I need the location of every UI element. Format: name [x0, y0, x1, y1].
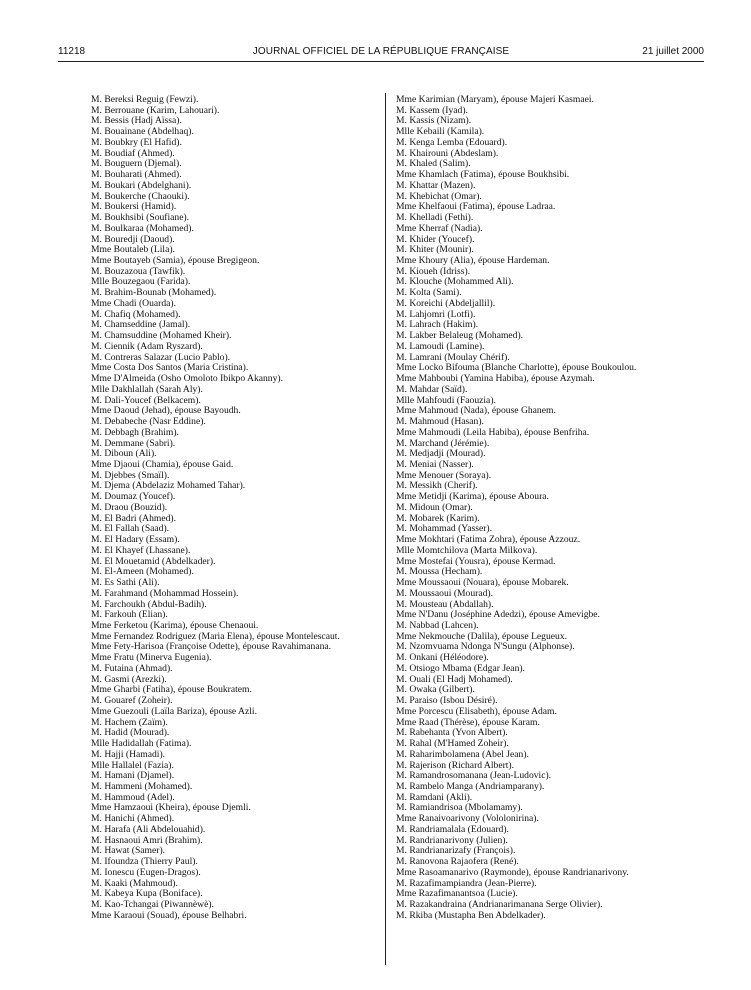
name-entry: M. Boukari (Abdelghani).: [91, 180, 192, 191]
name-entry: M. Khelladi (Fethi).: [396, 213, 474, 224]
name-entry: M. Hasnaoui Amri (Brahim).: [91, 835, 203, 846]
name-entry: Mme Khoury (Alia), épouse Hardeman.: [396, 256, 550, 267]
name-entry: M. Lahjomri (Lotfi).: [396, 309, 476, 320]
name-entry: M. Klouche (Mohammed Ali).: [396, 277, 514, 288]
name-entry: Mlle Hadidallah (Fatima).: [91, 739, 192, 750]
name-entry: M. Dali-Youcef (Belkacem).: [91, 395, 201, 406]
name-entry: M. Mohammad (Yasser).: [396, 524, 493, 535]
name-entry: Mme Karimian (Maryam), épouse Majeri Kasmaei.: [396, 95, 594, 105]
name-entry: M. Es Sathi (Ali).: [91, 578, 160, 589]
name-entry: M. Kabeya Kupa (Boniface).: [91, 889, 203, 900]
name-entry: Mlle Hallalel (Fazia).: [91, 760, 174, 771]
name-entry: M. Meniai (Nasser).: [396, 459, 474, 470]
right-column-list: [396, 95, 708, 922]
name-entry: M. Khiter (Mounir).: [396, 245, 474, 256]
name-entry: M. El Hadary (Essam).: [91, 535, 180, 546]
name-entry: M. Chamsuddine (Mohamed Kheir).: [91, 331, 232, 342]
name-entry: Mme Razafimanantsoa (Lucie).: [396, 889, 518, 900]
name-entry: M. Mousteau (Abdallah).: [396, 599, 494, 610]
name-entry: M. Hadid (Mourad).: [91, 728, 170, 739]
name-entry: M. Bouharati (Ahmed).: [91, 170, 182, 181]
name-entry: M. Khebichat (Omar).: [396, 191, 482, 202]
name-entry: M. Lakber Belaleug (Mohamed).: [396, 331, 524, 342]
name-entry: Mme Locko Bifouma (Blanche Charlotte), épouse Boukoulou.: [396, 363, 637, 374]
name-entry: M. Mahdar (Saïd).: [396, 384, 468, 395]
name-entry: Mme Mostefai (Yousra), épouse Kermad.: [396, 556, 556, 567]
name-entry: M. El Fallah (Saad).: [91, 524, 170, 535]
name-entry: M. Boukhsibi (Soufiane).: [91, 213, 190, 224]
name-entry: Mlle Dakhlallah (Sarah Aly).: [91, 384, 203, 395]
name-entry: M. Hammeni (Mohamed).: [91, 782, 193, 792]
name-entry: Mme Menouer (Soraya).: [396, 470, 492, 481]
name-entry: M. El-Ameen (Mohamed).: [91, 567, 194, 578]
name-entry: M. Bouredji (Daoud).: [91, 234, 175, 245]
name-entry: Mme Fratu (Minerva Eugenia).: [91, 653, 212, 664]
name-entry: M. Randrianarizafy (François).: [396, 846, 516, 857]
name-entry: M. Nabbad (Lahcen).: [396, 620, 479, 631]
name-entry: M. Hajji (Hamadi).: [91, 749, 166, 760]
name-entry: Mlle Kebaili (Kamila).: [396, 127, 485, 138]
name-entry: Mme Mahboubi (Yamina Habiba), épouse Azymah.: [396, 374, 595, 385]
name-entry: M. Kioueh (Idriss).: [396, 266, 471, 277]
name-entry: Mme Rasoamanarivo (Raymonde), épouse Randrianarivony.: [396, 867, 629, 878]
name-entry: Mme Mahmoud (Nada), épouse Ghanem.: [396, 406, 556, 417]
name-entry: M. Bouainane (Abdelhaq).: [91, 127, 194, 138]
name-entry: Mme Kherraf (Nadia).: [396, 223, 483, 234]
name-entry: Mlle Momtchilova (Marta Milkova).: [396, 545, 538, 556]
name-entry: Mme Costa Dos Santos (Maria Cristina).: [91, 363, 249, 374]
name-entry: M. Ranovona Rajaofera (René).: [396, 857, 519, 868]
name-entry: M. Boudiaf (Ahmed).: [91, 148, 175, 159]
name-entry: M. Khattar (Mazen).: [396, 180, 476, 191]
name-entry: M. Kassem (Iyad).: [396, 105, 468, 116]
name-entry: Mme Raad (Thérèse), épouse Karam.: [396, 717, 540, 728]
name-entry: M. Hamani (Djamel).: [91, 771, 175, 782]
name-entry: M. Onkani (Héléodore).: [396, 653, 489, 664]
name-entry: M. Debabeche (Nasr Eddine).: [91, 417, 206, 428]
name-entry: M. Ciennik (Adam Ryszard).: [91, 341, 203, 352]
name-entry: M. Midoun (Omar).: [396, 502, 473, 513]
name-entry: M. Owaka (Gilbert).: [396, 685, 475, 696]
page-number: 11218: [58, 46, 86, 57]
name-entry: M. Ionescu (Eugen-Dragos).: [91, 867, 201, 878]
name-entry: M. Kassis (Nizam).: [396, 116, 472, 127]
name-entry: M. Farahmand (Mohammad Hossein).: [91, 588, 239, 599]
name-entry: M. El Badri (Ahmed).: [91, 513, 176, 524]
name-entry: M. Hanichi (Ahmed).: [91, 814, 175, 825]
name-entry: M. Debbagh (Brahim).: [91, 427, 179, 438]
name-entry: M. Razafimampiandra (Jean-Pierre).: [396, 878, 537, 889]
name-entry: M. Hammoud (Adel).: [91, 792, 175, 803]
name-entry: M. Berrouane (Karim, Lahouari).: [91, 105, 220, 116]
name-entry: M. Djebbes (Smaïl).: [91, 470, 170, 481]
name-entry: M. Farchoukh (Abdul-Badih).: [91, 599, 207, 610]
name-entry: M. Rambelo Manga (Andriamparany).: [396, 782, 545, 792]
name-entry: M. Ramiandrisoa (Mbolamamy).: [396, 803, 523, 814]
name-entry: M. Ramdani (Akli).: [396, 792, 473, 803]
name-entry: M. Randrianarivony (Julien).: [396, 835, 508, 846]
name-entry: M. Harafa (Ali Abdelouahid).: [91, 824, 206, 835]
page-header: [58, 46, 704, 60]
name-entry: Mme Daoud (Jehad), épouse Bayoudh.: [91, 406, 241, 417]
name-entry: M. Kenga Lemba (Edouard).: [396, 137, 508, 148]
name-entry: M. Gasmi (Arezki).: [91, 674, 167, 685]
name-entry: M. Bereksi Reguig (Fewzi).: [91, 95, 199, 105]
name-entry: M. Bessis (Hadj Aïssa).: [91, 116, 182, 127]
name-entry: Mme Fety-Harisoa (Françoise Odette), épouse Ravahimanana.: [91, 642, 332, 653]
name-entry: Mme Djaoui (Chamia), épouse Gaid.: [91, 459, 234, 470]
name-entry: Mme Mokhtari (Fatima Zohra), épouse Azzouz.: [396, 535, 581, 546]
name-entry: M. Diboun (Ali).: [91, 449, 157, 460]
name-entry: M. Draou (Bouzid).: [91, 502, 168, 513]
name-entry: M. Chamseddine (Jamal).: [91, 320, 191, 331]
name-entry: M. Otsiogo Mbama (Edgar Jean).: [396, 663, 525, 674]
name-entry: M. Mahmoud (Hasan).: [396, 417, 484, 428]
name-entry: M. Lamoudi (Lamine).: [396, 341, 485, 352]
name-entry: M. Hawat (Samer).: [91, 846, 166, 857]
name-entry: Mme Porcescu (Elisabeth), épouse Adam.: [396, 706, 557, 717]
name-entry: M. Khairouni (Abdeslam).: [396, 148, 499, 159]
name-entry: M. Doumaz (Youcef).: [91, 492, 176, 503]
header-rule: [58, 61, 704, 62]
name-entry: Mme Fernandez Rodriguez (Maria Elena), épouse Montelescaut.: [91, 631, 340, 642]
name-entry: Mme Hamzaoui (Kheira), épouse Djemli.: [91, 803, 251, 814]
name-entry: M. Futaina (Ahmad).: [91, 663, 173, 674]
name-entry: M. Hachem (Zaïm).: [91, 717, 168, 728]
column-divider: [385, 93, 386, 965]
name-entry: M. Farkouh (Elian).: [91, 610, 168, 621]
name-entry: M. Rajerison (Richard Albert).: [396, 760, 515, 771]
name-entry: Mme Khelfaoui (Fatima), épouse Ladraa.: [396, 202, 556, 213]
name-entry: M. Lahrach (Hakim).: [396, 320, 479, 331]
name-entry: Mme Gharbi (Fatiha), épouse Boukratem.: [91, 685, 252, 696]
publication-date: 21 juillet 2000: [642, 46, 704, 57]
name-entry: M. Boukerche (Chaouki).: [91, 191, 190, 202]
name-entry: Mlle Mahfoudi (Faouzia).: [396, 395, 496, 406]
name-entry: M. Ouali (El Hadj Mohamed).: [396, 674, 513, 685]
name-entry: Mme Mahmoudi (Leila Habiba), épouse Benfriha.: [396, 427, 590, 438]
name-entry: M. Ifoundza (Thierry Paul).: [91, 857, 198, 868]
name-entry: M. Djema (Abdelaziz Mohamed Tahar).: [91, 481, 246, 492]
name-entry: M. Demmane (Sabri).: [91, 438, 176, 449]
name-entry: Mme Ranaivoarivony (Vololonirina).: [396, 814, 539, 825]
name-entry: Mme Boutaleb (Lila).: [91, 245, 175, 256]
name-entry: Mme Guezouli (Laïla Bariza), épouse Azli.: [91, 706, 257, 717]
name-entry: M. Khaled (Salim).: [396, 159, 471, 170]
name-entry: M. Ramandrosomanana (Jean-Ludovic).: [396, 771, 552, 782]
name-entry: M. El Khayef (Lhassane).: [91, 545, 191, 556]
name-entry: M. Gouaref (Zoheir).: [91, 696, 173, 707]
name-entry: Mme Boutayeb (Samia), épouse Bregigeon.: [91, 256, 260, 267]
name-entry: Mme Metidji (Karima), épouse Aboura.: [396, 492, 549, 503]
name-entry: M. Randriamalala (Edouard).: [396, 824, 509, 835]
name-entry: M. Raharimbolamena (Abel Jean).: [396, 749, 529, 760]
name-entry: M. Medjadji (Mourad).: [396, 449, 486, 460]
name-entry: M. Paraiso (Isbou Désiré).: [396, 696, 498, 707]
name-entry: M. Moussaoui (Mourad).: [396, 588, 493, 599]
name-entry: M. Boukersi (Hamid).: [91, 202, 177, 213]
name-entry: M. Rabehanta (Yvon Albert).: [396, 728, 508, 739]
name-entry: M. Chafiq (Mohamed).: [91, 309, 181, 320]
name-entry: Mme Ferketou (Karima), épouse Chenaoui.: [91, 620, 259, 631]
name-entry: M. Boulkaraa (Mohamed).: [91, 223, 194, 234]
name-entry: M. Razakandraina (Andrianarimanana Serge Olivier).: [396, 900, 603, 911]
name-entry: Mlle Bouzegaou (Farida).: [91, 277, 191, 288]
name-entry: M. Bouzazoua (Tawfik).: [91, 266, 186, 277]
name-entry: M. Kao-Tchangai (Piwannèwè).: [91, 900, 214, 911]
name-entry: Mme Moussaoui (Nouara), épouse Mobarek.: [396, 578, 569, 589]
name-entry: M. Moussa (Hecham).: [396, 567, 483, 578]
name-entry: M. Lamrani (Moulay Chérif).: [396, 352, 510, 363]
name-entry: M. Rahal (M'Hamed Zoheir).: [396, 739, 509, 750]
name-entry: M. Mobarek (Karim).: [396, 513, 480, 524]
name-entry: M. Kolta (Sami).: [396, 288, 462, 299]
name-entry: Mme N'Danu (Joséphine Adedzi), épouse Amevigbe.: [396, 610, 600, 621]
name-entry: M. Kaaki (Mahmoud).: [91, 878, 178, 889]
name-entry: M. Brahim-Bounab (Mohamed).: [91, 288, 217, 299]
name-entry: Mme Karaoui (Souad), épouse Belhabri.: [91, 910, 247, 921]
name-entry: Mme D'Almeida (Osho Omoloto Ibikpo Akanny).: [91, 374, 283, 385]
journal-title: JOURNAL OFFICIEL DE LA RÉPUBLIQUE FRANÇAISE: [252, 46, 510, 57]
name-entry: Mme Nekmouche (Dalila), épouse Legueux.: [396, 631, 568, 642]
left-column-list: [91, 95, 379, 922]
name-entry: M. Bouguern (Djemal).: [91, 159, 182, 170]
name-entry: M. Contreras Salazar (Lucio Pablo).: [91, 352, 231, 363]
name-entry: M. Rkiba (Mustapha Ben Abdelkader).: [396, 910, 546, 921]
name-entry: M. Koreichi (Abdeljallil).: [396, 298, 496, 309]
name-entry: Mme Chadi (Ouarda).: [91, 298, 176, 309]
name-entry: M. Nzomvuama Ndonga N'Sungu (Alphonse).: [396, 642, 575, 653]
name-entry: Mme Khamlach (Fatima), épouse Boukhsibi.: [396, 170, 570, 181]
name-entry: M. Messikh (Cherif).: [396, 481, 478, 492]
name-entry: M. Boubkry (El Hafid).: [91, 137, 182, 148]
name-entry: M. El Mouetamid (Abdelkader).: [91, 556, 216, 567]
name-entry: M. Khider (Youcef).: [396, 234, 475, 245]
name-entry: M. Marchand (Jérémie).: [396, 438, 490, 449]
